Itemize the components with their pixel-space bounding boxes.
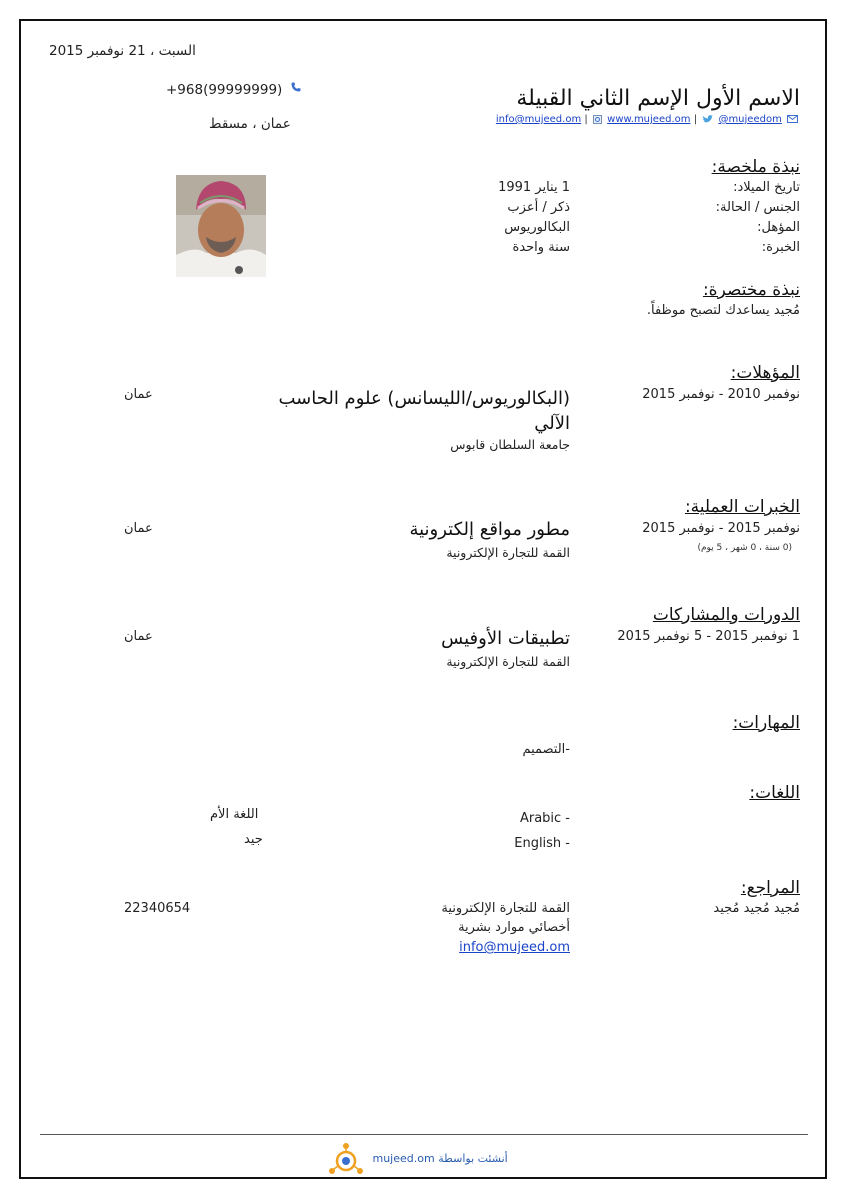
mujeed-logo-icon (327, 1142, 365, 1176)
brief-text: مُجيد يساعدك لتصبح موظفاً. (646, 303, 800, 318)
qualification-value: البكالوريوس (504, 220, 570, 235)
course-name: تطبيقات الأوفيس (441, 628, 570, 649)
language-name-english: English - (514, 836, 570, 851)
reference-company: القمة للتجارة الإلكترونية (441, 901, 570, 916)
reference-phone: 22340654 (124, 901, 191, 916)
institution-name: جامعة السلطان قابوس (450, 437, 570, 452)
degree-title-line1: (البكالوريوس/الليسانس) علوم الحاسب (278, 388, 570, 409)
company-name: القمة للتجارة الإلكترونية (446, 545, 570, 560)
gender-label: الجنس / الحالة: (715, 200, 800, 215)
summary-heading: نبذة ملخصة: (711, 157, 800, 177)
footer-divider (40, 1134, 808, 1135)
experience-duration: (0 سنة ، 0 شهر ، 5 يوم) (697, 543, 792, 553)
reference-position: أخصائي موارد بشرية (458, 920, 570, 935)
profile-photo (176, 175, 266, 277)
page-frame (19, 19, 827, 1179)
languages-heading: اللغات: (749, 783, 800, 803)
experience-location: عمان (124, 521, 153, 536)
footer-credit[interactable] (327, 1142, 508, 1176)
language-name-arabic: Arabic - (519, 811, 570, 826)
birthdate-value: 1 يناير 1991 (498, 180, 570, 195)
course-location: عمان (124, 629, 153, 644)
reference-name: مُجيد مُجيد مُجيد (713, 901, 800, 916)
footer-text: أنشئت بواسطة mujeed.om (372, 1152, 508, 1165)
separator: | (584, 114, 588, 125)
qualifications-heading: المؤهلات: (730, 363, 800, 383)
qualification-label: المؤهل: (757, 220, 800, 235)
contact-links (496, 114, 800, 125)
references-heading: المراجع: (740, 878, 800, 898)
reference-email-link[interactable]: info@mujeed.om (459, 940, 570, 955)
skills-heading: المهارات: (732, 713, 800, 733)
qualification-dates: نوفمبر 2010 - نوفمبر 2015 (642, 387, 800, 402)
experience-value: سنة واحدة (512, 240, 570, 255)
experience-dates: نوفمبر 2015 - نوفمبر 2015 (642, 521, 800, 536)
phone-number (166, 82, 301, 98)
language-level-english: جيد (244, 832, 263, 847)
document-date: السبت ، 21 نوفمبر 2015 (49, 43, 196, 59)
skill-item: -التصميم (522, 742, 570, 757)
mail-icon (787, 115, 798, 123)
course-provider: القمة للتجارة الإلكترونية (446, 654, 570, 669)
birthdate-label: تاريخ الميلاد: (733, 180, 800, 195)
twitter-link[interactable]: @mujeedom (718, 114, 782, 125)
courses-heading: الدورات والمشاركات (652, 605, 800, 625)
phone-text: +968(99999999) (166, 82, 283, 98)
website-link[interactable]: www.mujeed.om (607, 114, 691, 125)
website-icon (593, 115, 602, 124)
degree-title-line2: الآلي (534, 413, 570, 434)
course-dates: 1 نوفمبر 2015 - 5 نوفمبر 2015 (617, 629, 800, 644)
phone-icon (291, 82, 301, 92)
language-level-arabic: اللغة الأم (210, 807, 259, 822)
separator: | (693, 114, 698, 125)
experience-label: الخبرة: (761, 240, 800, 255)
twitter-icon (702, 115, 713, 124)
experience-heading: الخبرات العملية: (684, 497, 800, 517)
city: عمان ، مسقط (209, 116, 291, 132)
candidate-name: الاسم الأول الإسم الثاني القبيلة (516, 86, 800, 111)
brief-heading: نبذة مختصرة: (702, 280, 800, 300)
qualification-location: عمان (124, 387, 153, 402)
email-link[interactable]: info@mujeed.om (495, 114, 582, 125)
gender-value: ذكر / أعزب (507, 200, 570, 215)
job-title: مطور مواقع إلكترونية (409, 519, 570, 540)
